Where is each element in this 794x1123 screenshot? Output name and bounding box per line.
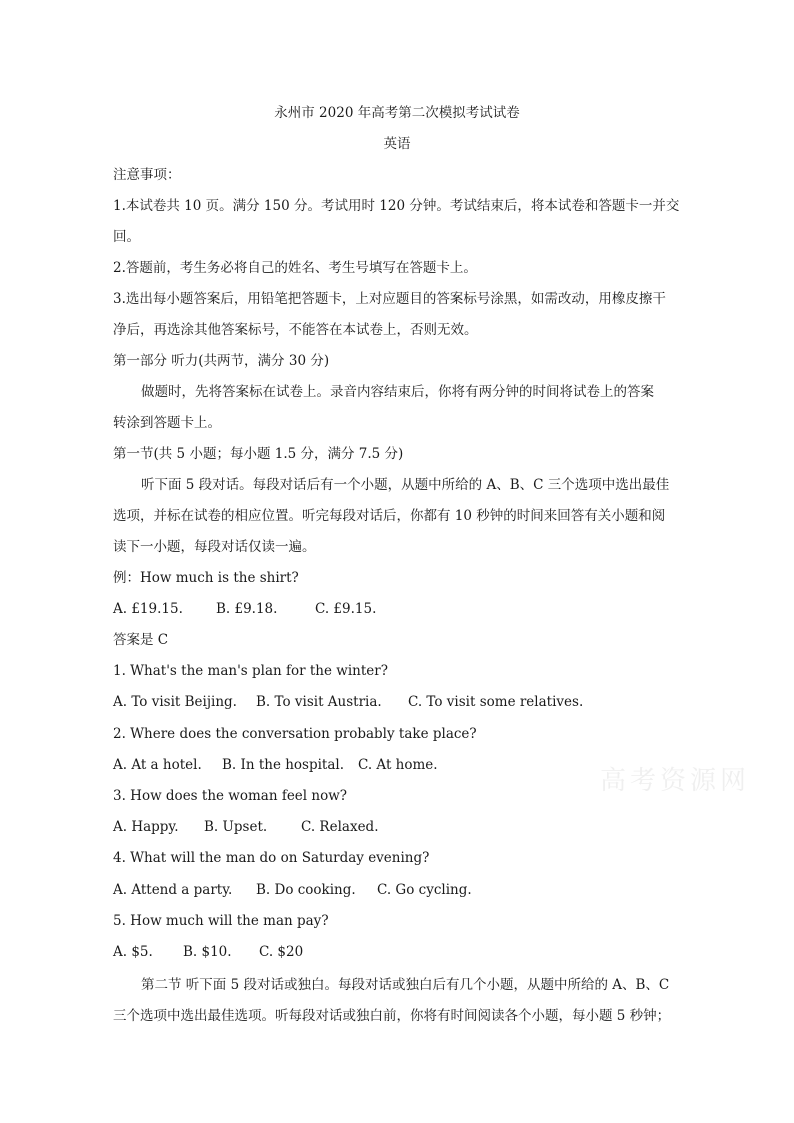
section1-intro-cont: 选项，并标在试卷的相应位置。听完每段对话后，你都有 10 秒钟的时间来回答有关小题和阅 xyxy=(113,508,666,524)
note-item-3: 3.选出每小题答案后，用铅笔把答题卡，上对应题目的答案标号涂黑，如需改动，用橡皮擦干 xyxy=(113,291,666,307)
question-3-option-a: A. Happy. xyxy=(113,819,179,835)
question-2-option-b: B. In the hospital. xyxy=(222,757,345,773)
question-1-option-c: C. To visit some relatives. xyxy=(408,694,584,710)
question-3: 3. How does the woman feel now? xyxy=(113,788,348,804)
question-1-option-a: A. To visit Beijing. xyxy=(113,694,237,710)
note-item-1: 1.本试卷共 10 页。满分 150 分。考试用时 120 分钟。考试结束后，将本试卷和答题卡一并交 xyxy=(113,198,680,214)
example-option-a: A. £19.15. xyxy=(113,601,183,617)
question-2: 2. Where does the conversation probably take place? xyxy=(113,726,477,742)
question-4-option-b: B. Do cooking. xyxy=(256,882,356,898)
section1-intro: 听下面 5 段对话。每段对话后有一个小题，从题中所给的 A、B、C 三个选项中选出最佳 xyxy=(141,477,670,493)
note-item-1-cont: 回。 xyxy=(113,229,140,245)
question-4: 4. What will the man do on Saturday evening? xyxy=(113,850,430,866)
section1-intro-cont2: 读下一小题，每段对话仅读一遍。 xyxy=(113,539,316,555)
question-1-option-b: B. To visit Austria. xyxy=(256,694,382,710)
part1-heading: 第一部分 听力(共两节，满分 30 分) xyxy=(113,353,330,369)
part1-intro-cont: 转涂到答题卡上。 xyxy=(113,415,221,431)
question-4-option-a: A. Attend a party. xyxy=(113,882,233,898)
section2-intro: 第二节 听下面 5 段对话或独白。每段对话或独白后有几个小题，从题中所给的 A、B、C xyxy=(141,977,670,993)
watermark: 高考资源网 xyxy=(600,766,751,796)
note-item-3-cont: 净后，再选涂其他答案标号，不能答在本试卷上，否则无效。 xyxy=(113,322,478,338)
question-4-option-c: C. Go cycling. xyxy=(377,882,472,898)
part1-intro: 做题时，先将答案标在试卷上。录音内容结束后，你将有两分钟的时间将试卷上的答案 xyxy=(141,384,654,400)
question-5-option-c: C. $20 xyxy=(259,944,304,960)
question-2-option-c: C. At home. xyxy=(358,757,438,773)
example-option-c: C. £9.15. xyxy=(315,601,377,617)
section2-intro-cont: 三个选项中选出最佳选项。听每段对话或独白前，你将有时间阅读各个小题，每小题 5 秒钟； xyxy=(113,1008,671,1024)
question-1: 1. What's the man's plan for the winter? xyxy=(113,663,388,679)
example-answer: 答案是 C xyxy=(113,632,169,648)
question-3-option-b: B. Upset. xyxy=(204,819,268,835)
notes-heading: 注意事项： xyxy=(113,167,181,183)
exam-subject: 英语 xyxy=(383,136,411,152)
question-3-option-c: C. Relaxed. xyxy=(301,819,379,835)
example-option-b: B. £9.18. xyxy=(216,601,278,617)
question-5-option-b: B. $10. xyxy=(183,944,232,960)
exam-title: 永州市 2020 年高考第二次模拟考试试卷 xyxy=(274,105,520,121)
question-2-option-a: A. At a hotel. xyxy=(113,757,202,773)
section1-heading: 第一节(共 5 小题；每小题 1.5 分，满分 7.5 分) xyxy=(113,446,404,462)
question-5-option-a: A. $5. xyxy=(113,944,153,960)
note-item-2: 2.答题前，考生务必将自己的姓名、考生号填写在答题卡上。 xyxy=(113,260,477,276)
example-question: 例：How much is the shirt? xyxy=(113,570,299,586)
question-5: 5. How much will the man pay? xyxy=(113,913,329,929)
